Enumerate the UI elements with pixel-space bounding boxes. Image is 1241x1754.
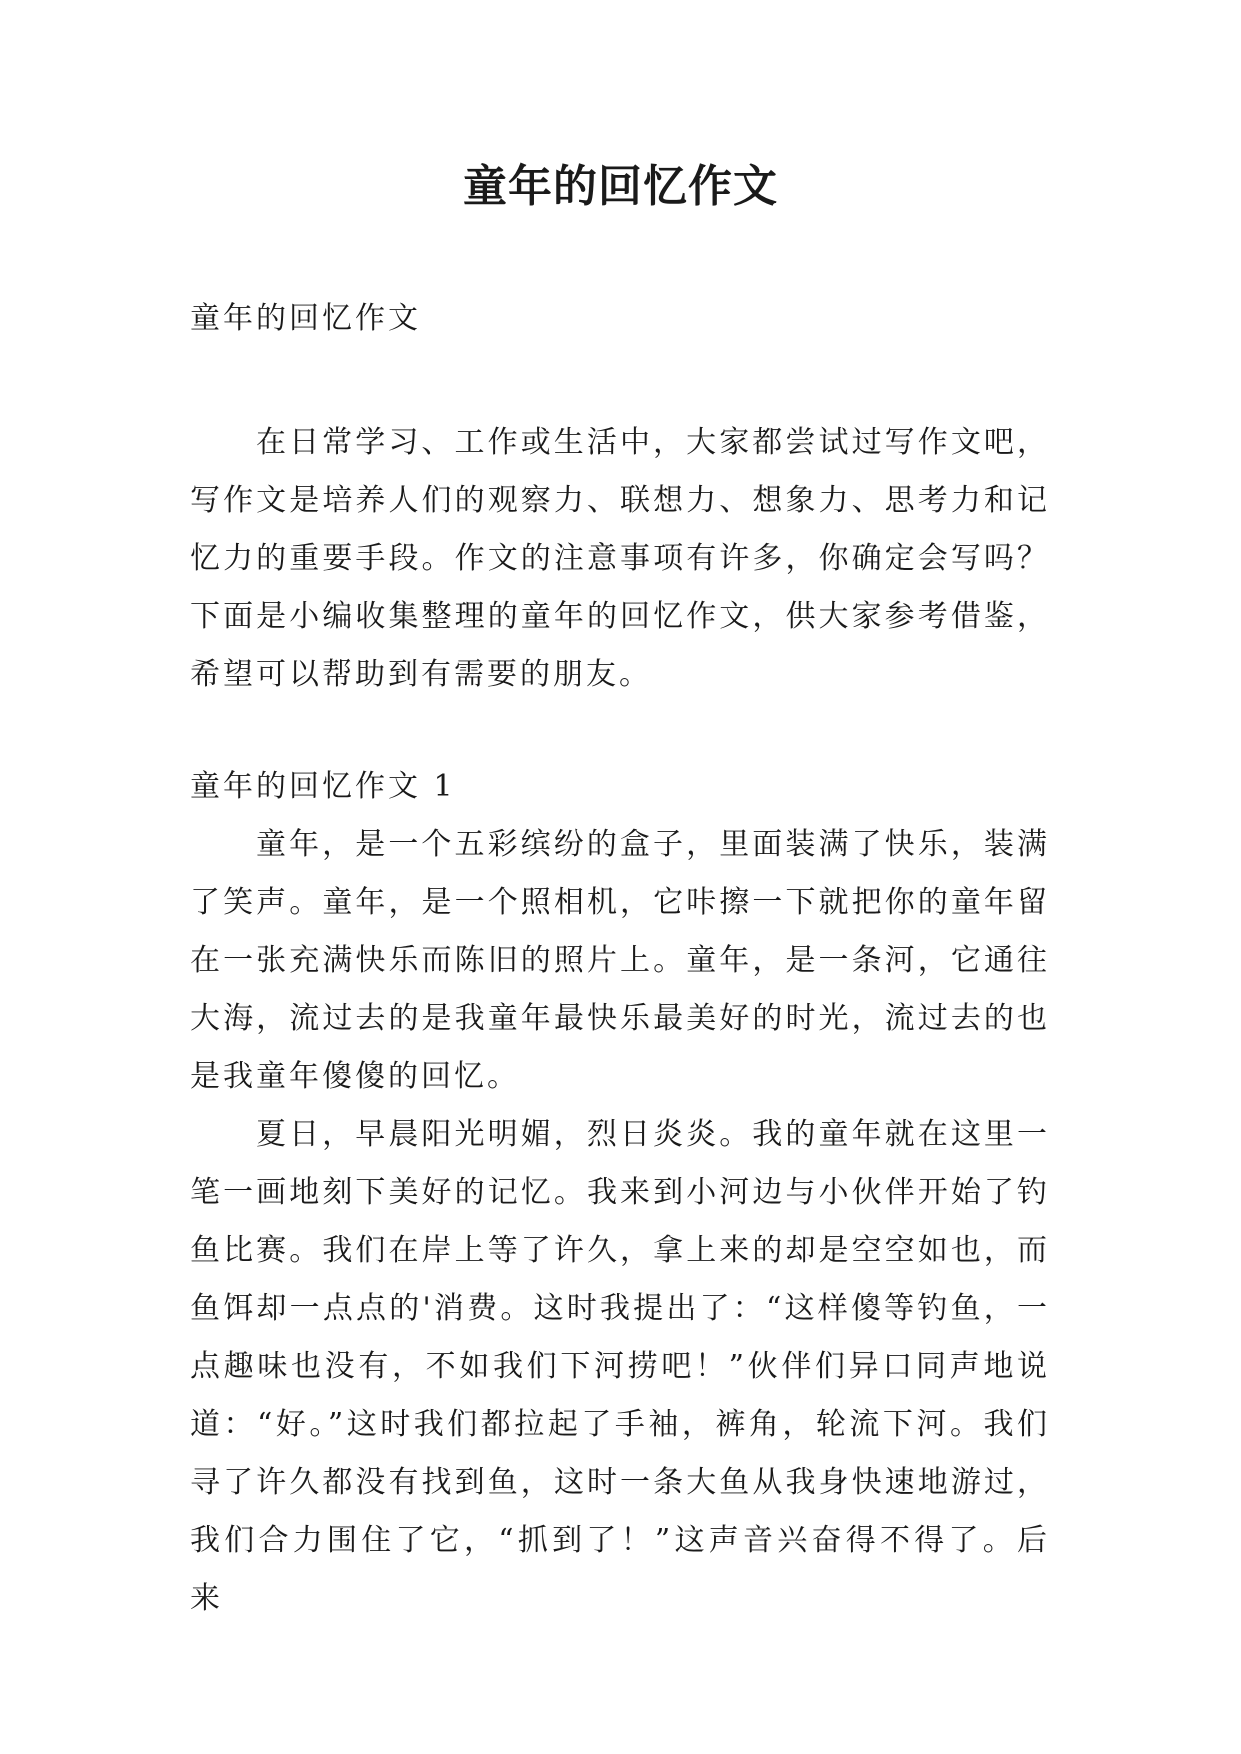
- intro-paragraph: 在日常学习、工作或生活中，大家都尝试过写作文吧，写作文是培养人们的观察力、联想力、想象力、思考力和记忆力的重要手段。作文的注意事项有许多，你确定会写吗？下面是小编收集整理的童年的回忆作文，供大家参考借鉴，希望可以帮助到有需要的朋友。: [190, 425, 1050, 692]
- spacer: [190, 704, 1050, 758]
- section-heading: 童年的回忆作文 1: [190, 769, 456, 804]
- document-title: 童年的回忆作文: [463, 161, 778, 212]
- body-paragraph: 夏日，早晨阳光明媚，烈日炎炎。我的童年就在这里一笔一画地刻下美好的记忆。我来到小河边与小伙伴开始了钓鱼比赛。我们在岸上等了许久，拿上来的却是空空如也，而鱼饵却一点点的'消费。这时我提出了：“这样傻等钓鱼，一点趣味也没有，不如我们下河捞吧！”伙伴们异口同声地说道：“好。”这时我们都拉起了手袖，裤角，轮流下河。我们寻了许久都没有找到鱼，这时一条大鱼从我身快速地游过，我们合力围住了它，“抓到了！”这声音兴奋得不得了。后来: [190, 1117, 1050, 1616]
- document-subtitle: 童年的回忆作文: [190, 301, 421, 336]
- body-paragraph: 童年，是一个五彩缤纷的盒子，里面装满了快乐，装满了笑声。童年，是一个照相机，它咔擦一下就把你的童年留在一张充满快乐而陈旧的照片上。童年，是一条河，它通往大海，流过去的是我童年最快乐最美好的时光，流过去的也是我童年傻傻的回忆。: [190, 827, 1050, 1094]
- document-body: [190, 290, 1050, 1628]
- spacer: [190, 348, 1050, 414]
